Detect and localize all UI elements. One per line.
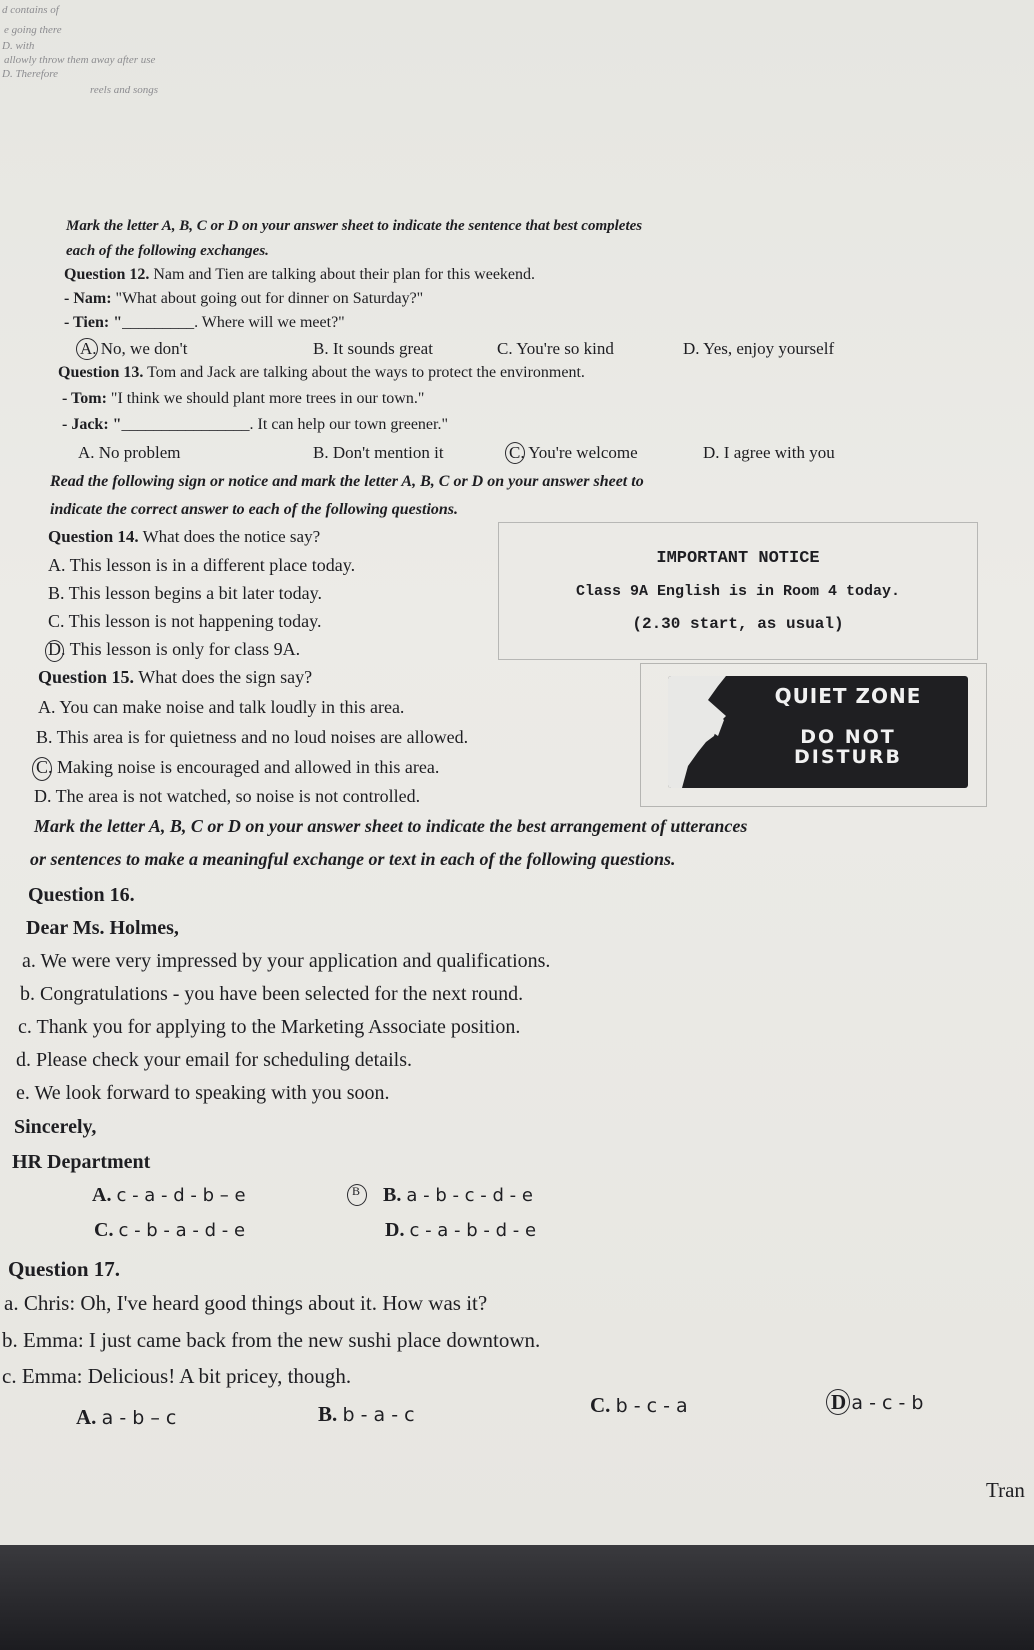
option: D. This lesson is only for class 9A.: [48, 639, 301, 659]
option: B. This area is for quietness and no loud noises are allowed.: [36, 727, 469, 747]
option-label: B.: [383, 1184, 402, 1206]
dialogue-line: b. Emma: I just came back from the new sushi place downtown.: [2, 1328, 541, 1352]
dialogue-line: [64, 290, 423, 308]
question-prompt: What does the notice say?: [142, 527, 321, 546]
speaker: - Tien: ": [64, 314, 123, 331]
sign-text: QUIET ZONE: [774, 684, 922, 708]
dialogue-line: [62, 390, 424, 408]
option: B. It sounds great: [313, 339, 433, 358]
option: C. This lesson is not happening today.: [48, 611, 322, 631]
option: A. This lesson is in a different place today.: [48, 555, 356, 575]
option-c: [590, 1393, 688, 1418]
option-label: A.: [92, 1184, 112, 1206]
option-a: [76, 1405, 176, 1430]
speaker: - Nam:: [64, 290, 112, 307]
section-instruction: Read the following sign or notice and mark the letter A, B, C or D on your answer sheet to: [50, 473, 644, 490]
option-text: c - a - b - d - e: [409, 1220, 537, 1241]
dialogue-line: a. Chris: Oh, I've heard good things about it. How was it?: [4, 1291, 488, 1315]
scrap-text: e going there: [4, 24, 62, 36]
section-instruction: or sentences to make a meaningful exchange or text in each of the following questions.: [30, 849, 676, 869]
option-label: C.: [94, 1219, 114, 1241]
option: B. This lesson begins a bit later today.: [48, 583, 322, 603]
scrap-text: d contains of: [2, 4, 59, 16]
utterance: . It can help our town greener.": [249, 416, 449, 433]
question-15: [38, 667, 312, 688]
letter-line: b. Congratulations - you have been selected for the next round.: [20, 983, 524, 1005]
section-instruction: each of the following exchanges.: [66, 243, 269, 259]
option-label: C.: [590, 1393, 611, 1417]
question-title: Question 17.: [8, 1257, 121, 1281]
option-label: A.: [76, 1405, 97, 1429]
option-b: [318, 1402, 415, 1427]
handwritten-mark: B: [352, 1184, 361, 1198]
letter-greeting: Dear Ms. Holmes,: [26, 917, 179, 939]
notice-title: IMPORTANT NOTICE: [656, 549, 820, 568]
letter-line: a. We were very impressed by your application and qualifications.: [22, 950, 551, 972]
option: D. I agree with you: [703, 443, 835, 462]
question-prompt: What does the sign say?: [138, 667, 313, 687]
option-a: [92, 1184, 246, 1207]
letter-signature: HR Department: [12, 1151, 151, 1173]
question-title: Question 16.: [28, 884, 135, 906]
option-text: a - b - c - d - e: [406, 1185, 533, 1206]
section-instruction: indicate the correct answer to each of the following questions.: [50, 501, 459, 518]
utterance: "I think we should plant more trees in our town.": [110, 390, 425, 407]
dialogue-line: [62, 416, 448, 434]
question-prompt: Tom and Jack are talking about the ways to protect the environment.: [147, 364, 585, 381]
utterance: "What about going out for dinner on Saturday?": [115, 290, 424, 307]
speaker: - Jack: ": [62, 416, 122, 433]
scrap-text: reels and songs: [90, 84, 159, 96]
dialogue-line: c. Emma: Delicious! A bit pricey, though.: [2, 1364, 352, 1388]
letter-line: e. We look forward to speaking with you soon.: [16, 1082, 390, 1104]
option-text: a - b – c: [101, 1407, 177, 1429]
question-title: Question 13.: [58, 364, 144, 381]
notice-box: [498, 522, 978, 660]
option: A. No, we don't: [80, 339, 188, 358]
option-d: [385, 1219, 536, 1242]
question-14: [48, 527, 320, 547]
dark-background: [0, 1545, 1034, 1650]
letter-line: d. Please check your email for scheduling details.: [16, 1049, 412, 1071]
answer-blank: ________________: [121, 416, 250, 433]
option: C. You're welcome: [509, 443, 638, 462]
dialogue-line: [64, 314, 345, 332]
question-13: [58, 364, 585, 382]
option-label: D: [831, 1390, 847, 1414]
speaker: - Tom:: [62, 390, 107, 407]
option-text: b - c - a: [615, 1395, 688, 1417]
scrap-text: D. with: [2, 40, 35, 52]
answer-circle-mark: [45, 640, 64, 662]
option-text: c - b - a - d - e: [118, 1220, 246, 1241]
option: D. Yes, enjoy yourself: [683, 339, 835, 358]
answer-circle-mark: [76, 338, 98, 360]
scrap-text: allowly throw them away after use: [4, 54, 156, 66]
question-title: Question 14.: [48, 527, 139, 546]
option-text: b - a - c: [342, 1404, 415, 1426]
option: A. No problem: [78, 443, 181, 462]
option-d: [831, 1390, 923, 1415]
option-label: D.: [385, 1219, 405, 1241]
option: B. Don't mention it: [313, 443, 444, 462]
option-label: B.: [318, 1402, 338, 1426]
option-b: [383, 1184, 533, 1207]
sign-text: DO NOT: [800, 726, 896, 748]
question-12: [64, 266, 535, 284]
question-title: Question 12.: [64, 266, 150, 283]
scrap-text: D. Therefore: [2, 68, 59, 80]
option: D. The area is not watched, so noise is not controlled.: [34, 786, 421, 806]
sign-text: DISTURB: [793, 746, 903, 768]
utterance: . Where will we meet?": [194, 314, 345, 331]
section-instruction: Mark the letter A, B, C or D on your answer sheet to indicate the best arrangement of utterances: [34, 816, 748, 836]
option: C. Making noise is encouraged and allowed in this area.: [36, 757, 440, 777]
letter-closing: Sincerely,: [14, 1116, 97, 1138]
quiet-zone-sign: [668, 676, 968, 788]
section-instruction: Mark the letter A, B, C or D on your answer sheet to indicate the sentence that best completes: [66, 218, 643, 234]
answer-circle-mark: [505, 442, 525, 464]
answer-blank: _________: [122, 314, 195, 331]
option-c: [94, 1219, 245, 1242]
notice-line: Class 9A English is in Room 4 today.: [575, 583, 901, 600]
question-prompt: Nam and Tien are talking about their plan for this weekend.: [153, 266, 536, 283]
answer-circle-mark: [32, 757, 52, 781]
question-title: Question 15.: [38, 667, 135, 687]
letter-line: c. Thank you for applying to the Marketing Associate position.: [18, 1016, 521, 1038]
page-footer-text: Tran: [986, 1478, 1025, 1502]
option-text: a - c - b: [851, 1392, 924, 1414]
option: C. You're so kind: [497, 339, 614, 358]
option-text: c - a - d - b – e: [116, 1185, 246, 1206]
option: A. You can make noise and talk loudly in this area.: [38, 697, 405, 717]
notice-line: (2.30 start, as usual): [632, 615, 844, 633]
